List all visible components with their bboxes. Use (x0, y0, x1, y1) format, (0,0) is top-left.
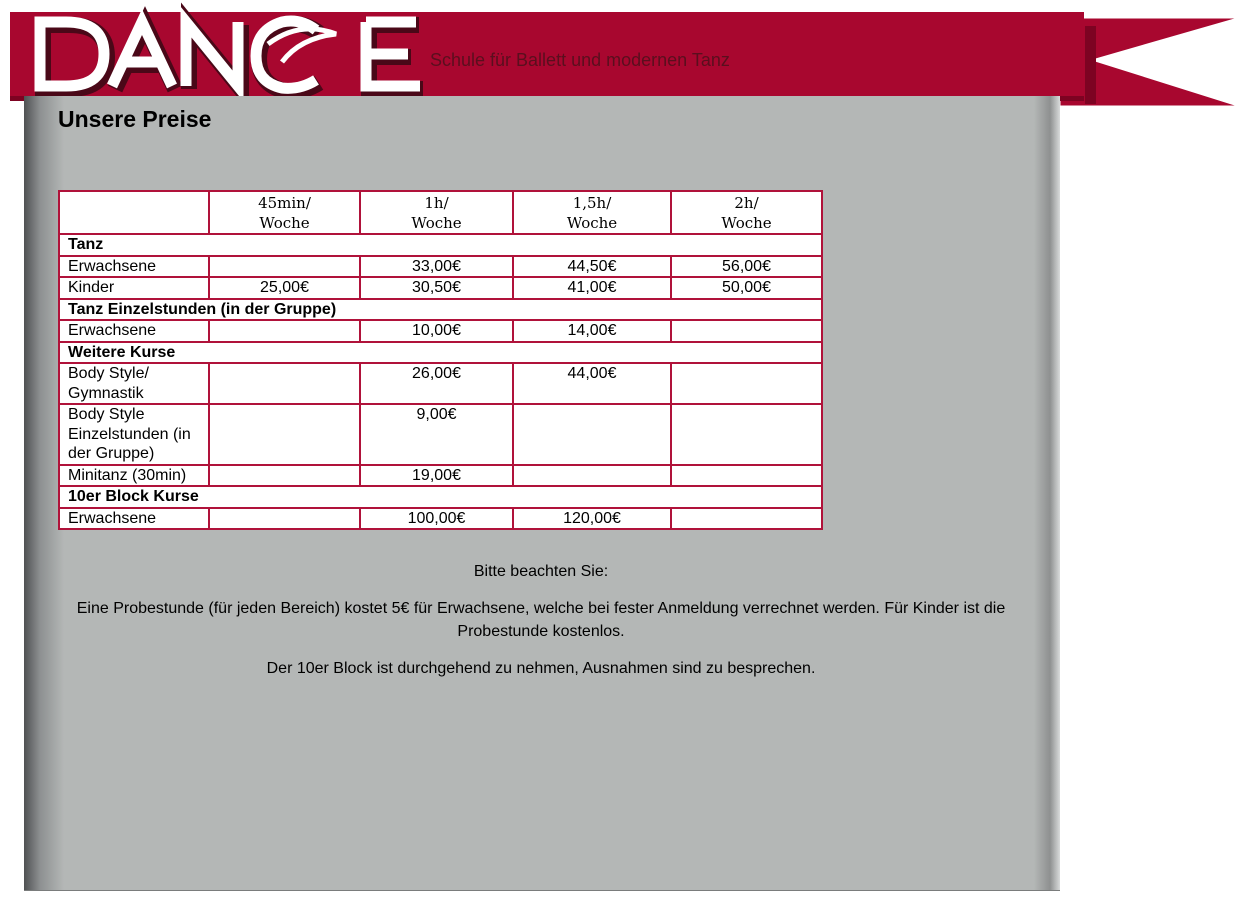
price-cell: 100,00€ (360, 508, 513, 530)
price-cell: 19,00€ (360, 465, 513, 487)
price-cell: 14,00€ (513, 320, 671, 342)
price-cell: 33,00€ (360, 256, 513, 278)
page-title: Unsere Preise (58, 106, 212, 132)
column-header: 2h/ Woche (671, 191, 822, 234)
trial-lesson-note: Eine Probestunde (für jeden Bereich) kostet 5€ für Erwachsene, welche bei fester Anmeldung verrechnet werden. Für Kinder ist die Probestunde kostenlos. (76, 600, 1006, 640)
price-cell (671, 320, 822, 342)
row-label: Minitanz (30min) (59, 465, 209, 487)
column-header: 1h/ Woche (360, 191, 513, 234)
price-cell: 10,00€ (360, 320, 513, 342)
price-cell (513, 404, 671, 465)
price-cell: 25,00€ (209, 277, 360, 299)
price-cell: 56,00€ (671, 256, 822, 278)
price-cell: 44,00€ (513, 363, 671, 404)
section-title: 10er Block Kurse (59, 486, 822, 508)
price-cell: 120,00€ (513, 508, 671, 530)
section-row (59, 342, 822, 364)
table-row (59, 363, 822, 404)
section-row (59, 299, 822, 321)
table-row (59, 465, 822, 487)
main-content (24, 96, 1060, 891)
section-title: Tanz Einzelstunden (in der Gruppe) (59, 299, 822, 321)
price-cell (209, 508, 360, 530)
price-cell (209, 404, 360, 465)
table-row (59, 277, 822, 299)
section-row (59, 486, 822, 508)
price-table (58, 190, 823, 530)
price-cell (209, 320, 360, 342)
price-cell: 26,00€ (360, 363, 513, 404)
price-cell (513, 465, 671, 487)
price-cell: 44,50€ (513, 256, 671, 278)
row-label: Body Style/ Gymnastik (59, 363, 209, 404)
column-header: 45min/ Woche (209, 191, 360, 234)
column-header: 1,5h/ Woche (513, 191, 671, 234)
banner-tail-shadow (1085, 26, 1096, 104)
table-header-row (59, 191, 822, 234)
price-cell: 9,00€ (360, 404, 513, 465)
price-cell: 30,50€ (360, 277, 513, 299)
notes-heading: Bitte beachten Sie: (473, 563, 609, 580)
header-tagline: Schule für Ballett und modernen Tanz (430, 50, 730, 70)
price-cell (671, 508, 822, 530)
row-label: Kinder (59, 277, 209, 299)
price-cell (209, 465, 360, 487)
price-cell (209, 363, 360, 404)
price-cell (209, 256, 360, 278)
price-cell: 50,00€ (671, 277, 822, 299)
header-cell-empty (59, 191, 209, 234)
row-label: Body Style Einzelstunden (in der Gruppe) (59, 404, 209, 465)
block-course-note: Der 10er Block ist durchgehend zu nehmen, Ausnahmen sind zu besprechen. (266, 660, 816, 677)
section-title: Weitere Kurse (59, 342, 822, 364)
price-cell (671, 404, 822, 465)
row-label: Erwachsene (59, 508, 209, 530)
price-cell (671, 363, 822, 404)
price-cell (671, 465, 822, 487)
section-title: Tanz (59, 234, 822, 256)
table-row (59, 256, 822, 278)
row-label: Erwachsene (59, 256, 209, 278)
table-row (59, 404, 822, 465)
notes-section (58, 560, 1024, 694)
section-row (59, 234, 822, 256)
price-cell: 41,00€ (513, 277, 671, 299)
table-row (59, 320, 822, 342)
table-row (59, 508, 822, 530)
row-label: Erwachsene (59, 320, 209, 342)
